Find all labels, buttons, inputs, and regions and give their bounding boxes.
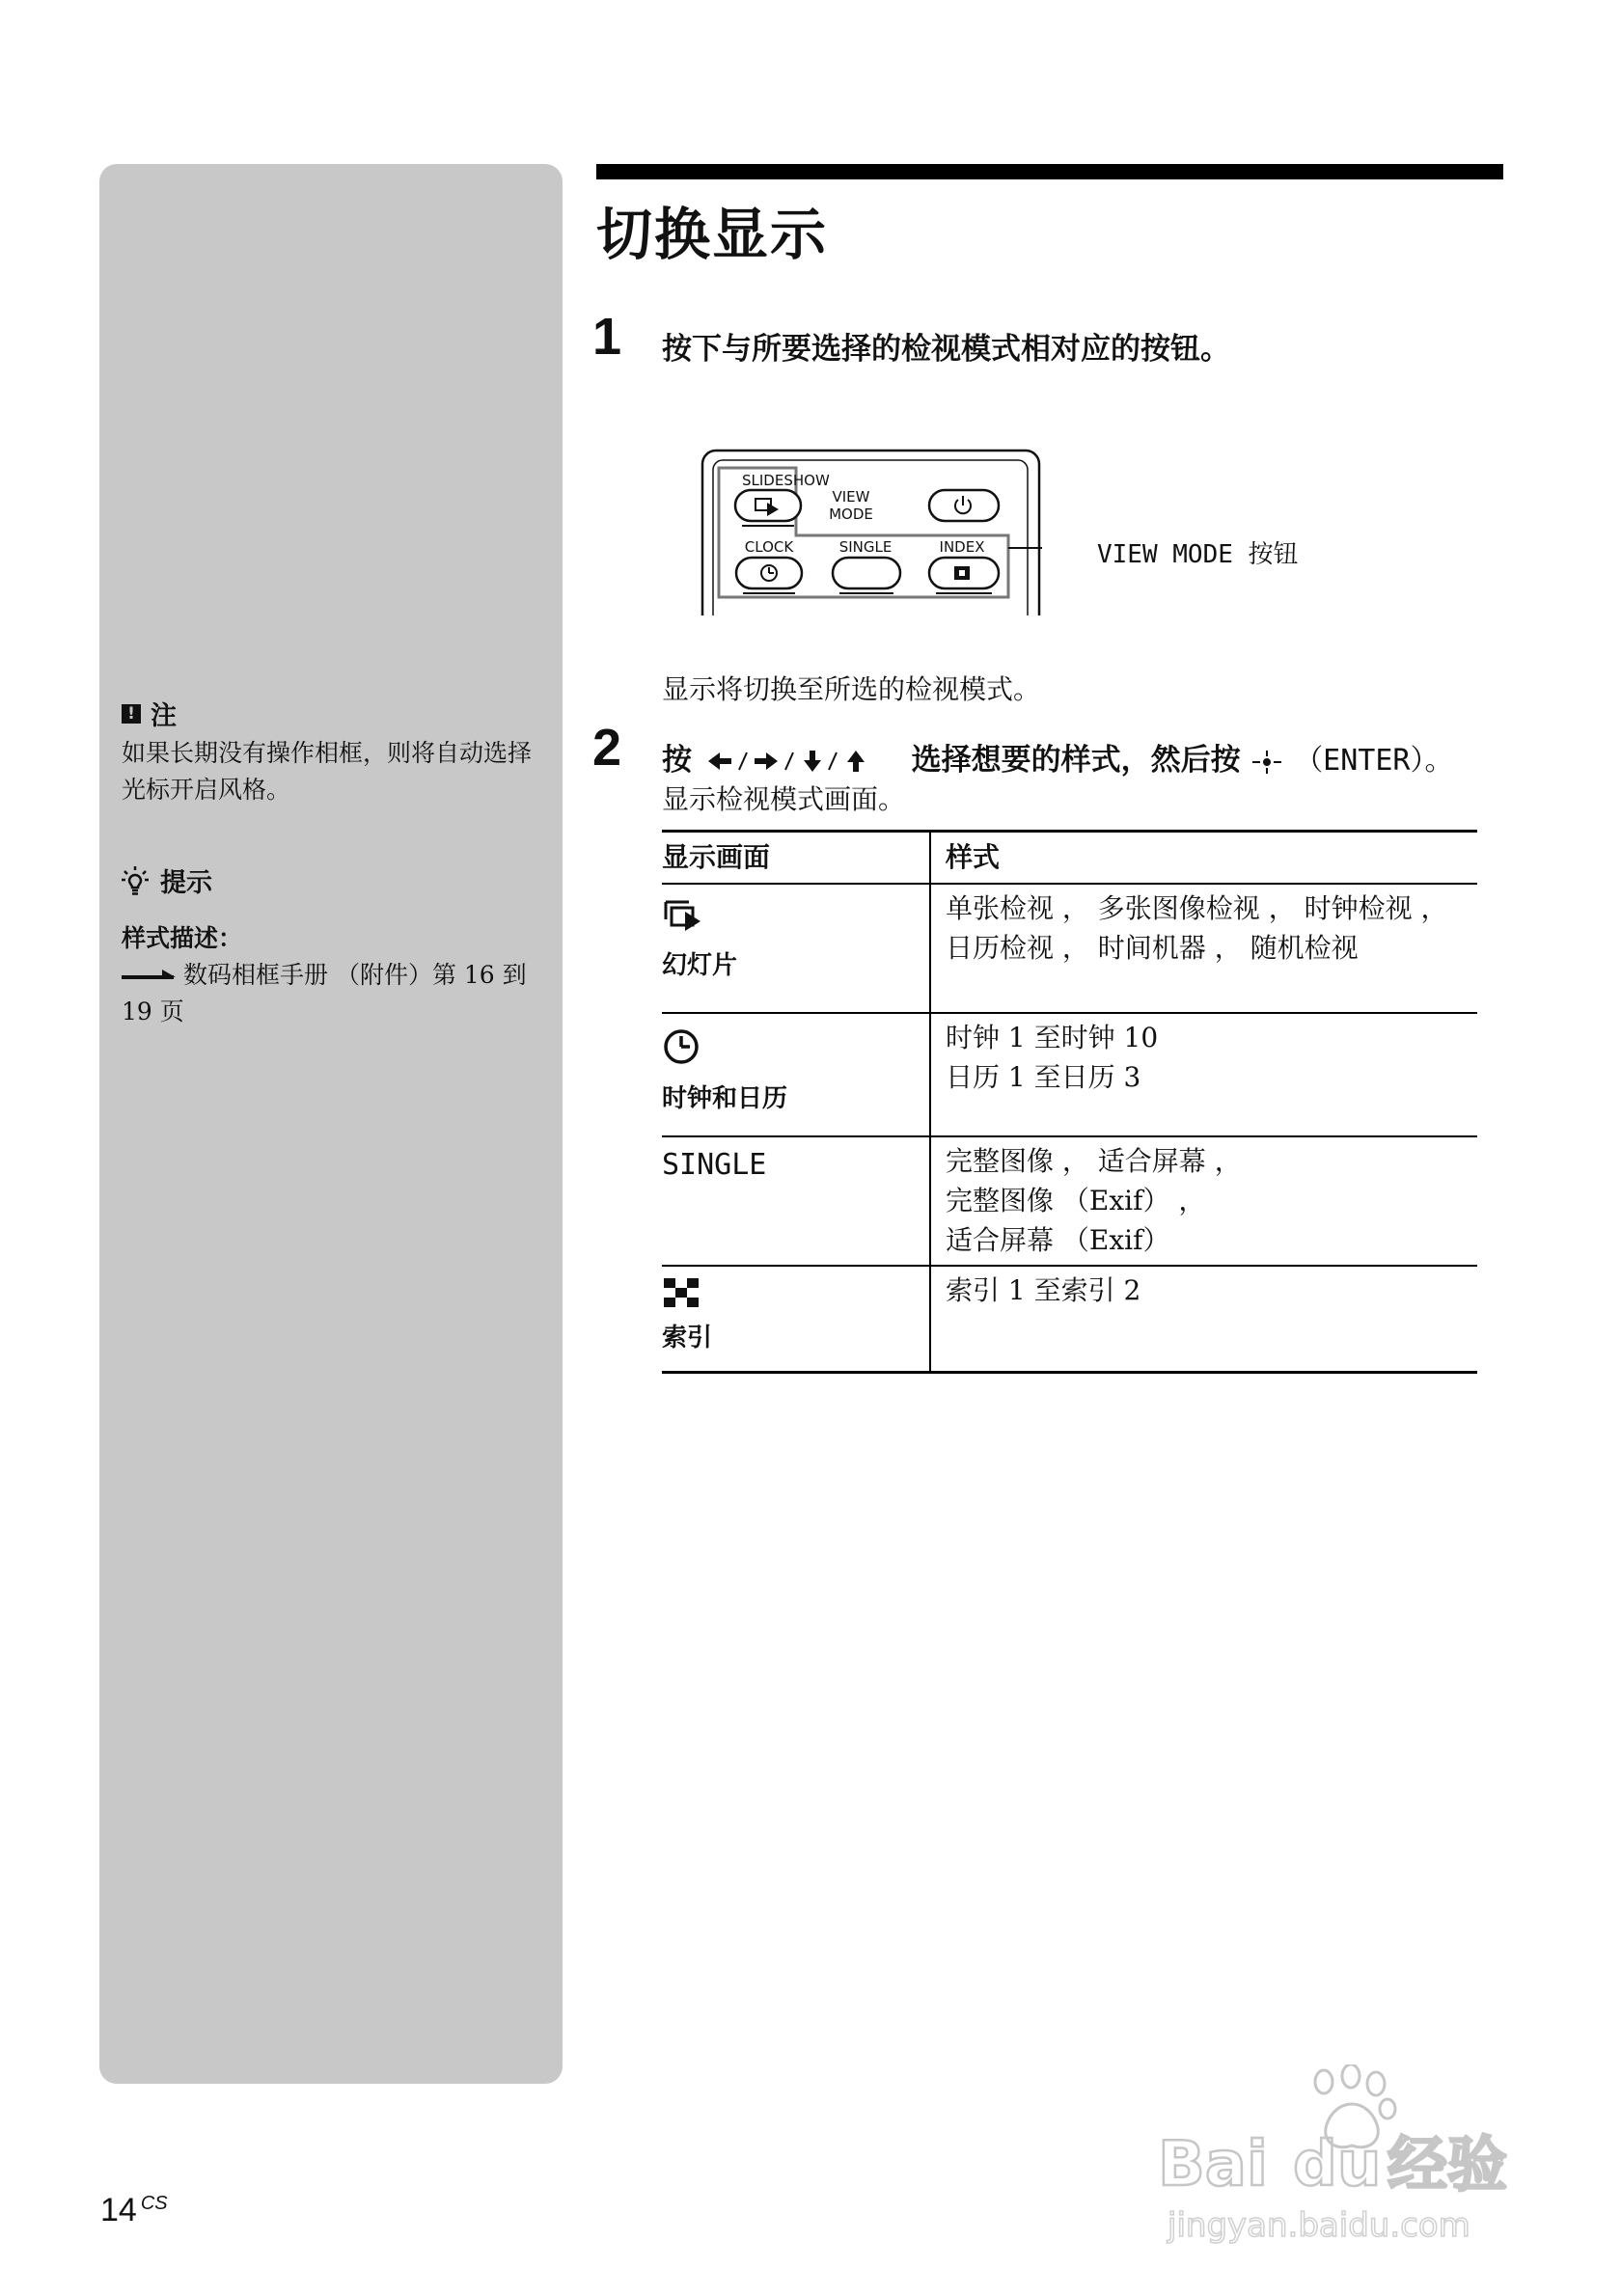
step-2-number: 2	[592, 719, 622, 777]
tip-reference	[122, 957, 546, 1030]
step-1-number: 1	[592, 308, 622, 366]
page-number-value: 14	[100, 2192, 137, 2228]
page-title: 切换显示	[596, 202, 829, 267]
view-mode-table	[662, 830, 1477, 1374]
watermark-brand-du: du	[1293, 2129, 1382, 2200]
display-name: 幻灯片	[662, 951, 738, 980]
table-row	[662, 1136, 1477, 1266]
watermark-url: jingyan.baidu.com	[1168, 2206, 1470, 2245]
table-cell-style: 完整图像 ， 适合屏幕 ， 完整图像 （Exif） ， 适合屏幕 （Exif）	[930, 1136, 1477, 1266]
page-number	[100, 2192, 168, 2229]
lightbulb-icon	[122, 865, 149, 896]
note-text: 如果长期没有操作相框，则将自动选择光标开启风格。	[122, 739, 533, 804]
step-2-prefix: 按	[662, 743, 692, 778]
table-row	[662, 1013, 1477, 1136]
step-1-instruction: 按下与所要选择的检视模式相对应的按钮。	[662, 332, 1230, 367]
step-2-result: 显示检视模式画面。	[662, 783, 906, 815]
table-cell-display	[662, 884, 930, 1013]
display-name: 索引	[662, 1324, 713, 1353]
arrow-keys-icon	[706, 749, 897, 774]
slideshow-label: SLIDESHOW	[742, 472, 830, 489]
tip-heading	[122, 861, 212, 899]
view-label: VIEW	[832, 488, 870, 506]
clock-icon	[662, 1027, 701, 1066]
index-label: INDEX	[939, 538, 985, 556]
enter-label: （ENTER）。	[1294, 744, 1454, 778]
table-cell-style: 索引 1 至索引 2	[930, 1266, 1477, 1372]
slideshow-icon	[662, 898, 704, 933]
table-cell-style: 单张检视 ， 多张图像检视 ， 时钟检视 ， 日历检视 ， 时间机器 ， 随机检视	[930, 884, 1477, 1013]
watermark-product: 经验	[1387, 2129, 1508, 2200]
index-icon	[662, 1276, 701, 1309]
step-2-middle: 选择想要的样式，然后按	[911, 743, 1241, 778]
reference-arrow-icon	[122, 975, 174, 979]
baidu-watermark	[1158, 2064, 1544, 2257]
single-button[interactable]	[833, 558, 900, 588]
watermark-brand: Bai	[1158, 2129, 1268, 2200]
tip-reference-text: 数码相框手册 （附件）第 16 到 19 页	[122, 961, 527, 1025]
note-heading-text: 注	[151, 701, 177, 731]
display-name: 时钟和日历	[662, 1084, 788, 1113]
column-header-display: 显示画面	[662, 832, 930, 885]
table-row	[662, 884, 1477, 1013]
clock-label: CLOCK	[744, 538, 794, 556]
page-number-suffix: CS	[140, 2192, 168, 2214]
enter-button-icon	[1250, 749, 1283, 776]
table-cell-display	[662, 1266, 930, 1372]
table-cell-display	[662, 1136, 930, 1266]
step-2-instruction	[662, 735, 1454, 779]
sidebar-panel	[99, 164, 563, 2084]
single-label: SINGLE	[838, 538, 893, 556]
table-row	[662, 1266, 1477, 1372]
remote-control-illustration	[700, 447, 1042, 615]
table-cell-style: 时钟 1 至时钟 10 日历 1 至日历 3	[930, 1013, 1477, 1136]
tip-subheading: 样式描述：	[122, 924, 243, 952]
table-cell-display	[662, 1013, 930, 1136]
top-rule	[596, 164, 1503, 179]
step-1-result: 显示将切换至所选的检视模式。	[662, 673, 1041, 705]
table-header-row	[662, 832, 1477, 885]
view-mode-callout: VIEW MODE 按钮	[1097, 540, 1299, 569]
display-name: SINGLE	[662, 1148, 767, 1182]
note-heading	[122, 695, 177, 732]
note-icon: !	[122, 704, 141, 724]
mode-label: MODE	[829, 506, 873, 523]
tip-heading-text: 提示	[160, 868, 212, 898]
column-header-style: 样式	[930, 832, 1477, 885]
